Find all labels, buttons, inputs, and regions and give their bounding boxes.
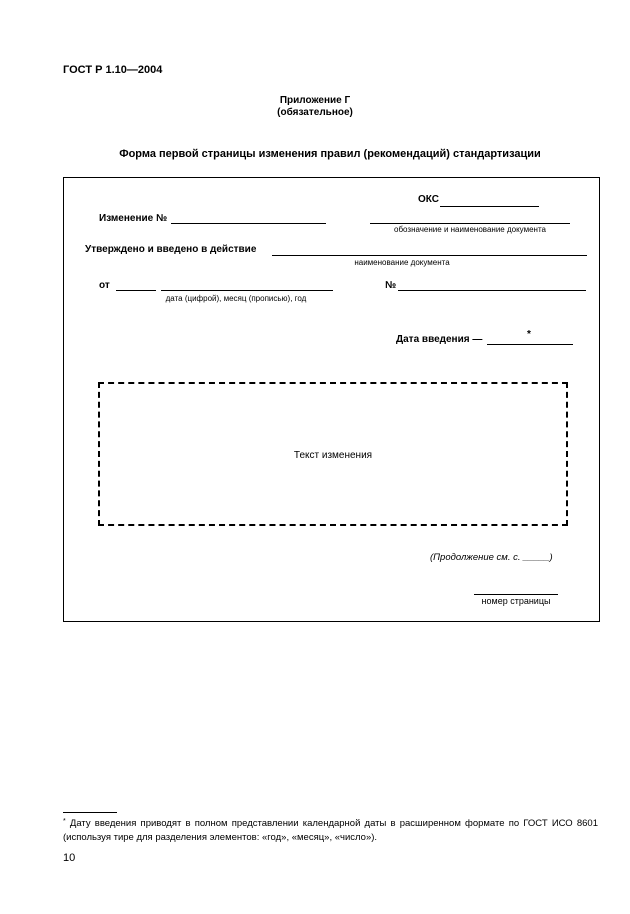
intro-date-label: Дата введения — bbox=[396, 334, 483, 345]
appendix-title: Приложение Г bbox=[279, 95, 351, 106]
change-text-label: Текст изменения bbox=[293, 450, 373, 461]
footnote bbox=[63, 815, 598, 845]
appendix-heading bbox=[0, 95, 630, 119]
approving-document-caption: наименование документа bbox=[354, 258, 450, 267]
oks-field-line bbox=[440, 206, 539, 207]
appendix-status: (обязательное) bbox=[277, 107, 353, 118]
footnote-mark: * bbox=[63, 818, 66, 825]
form-frame bbox=[63, 177, 600, 622]
from-label: от bbox=[99, 280, 110, 291]
document-header: ГОСТ Р 1.10—2004 bbox=[63, 64, 163, 76]
footnote-divider bbox=[63, 812, 117, 813]
continuation-note: (Продолжение см. с. _____) bbox=[430, 552, 553, 563]
document-designation-caption: обозначение и наименование документа bbox=[394, 225, 546, 234]
approving-document-line bbox=[272, 255, 587, 256]
date-caption: дата (цифрой), месяц (прописью), год bbox=[165, 294, 307, 303]
from-day-line bbox=[116, 290, 156, 291]
change-number-line bbox=[171, 223, 326, 224]
intro-date-line bbox=[487, 344, 573, 345]
change-number-label: Изменение № bbox=[99, 213, 168, 224]
change-text-box bbox=[98, 382, 568, 526]
from-date-line bbox=[161, 290, 333, 291]
number-line bbox=[398, 290, 586, 291]
footnote-text: Дату введения приводят в полном представлении календарной даты в расширенном формате по ГОСТ ИСО 8601 (используя тире для разделения элементов: «год», «месяц», «число»). bbox=[63, 818, 598, 843]
footnote-marker: * bbox=[527, 329, 531, 340]
page-number-line bbox=[474, 594, 558, 595]
form-title: Форма первой страницы изменения правил (рекомендаций) стандартизации bbox=[119, 148, 541, 160]
page-number-caption: номер страницы bbox=[481, 596, 551, 606]
approved-label: Утверждено и введено в действие bbox=[85, 244, 257, 255]
document-designation-line bbox=[370, 223, 570, 224]
number-label: № bbox=[385, 280, 397, 291]
page-number: 10 bbox=[63, 852, 76, 864]
oks-label: ОКС bbox=[418, 194, 439, 205]
